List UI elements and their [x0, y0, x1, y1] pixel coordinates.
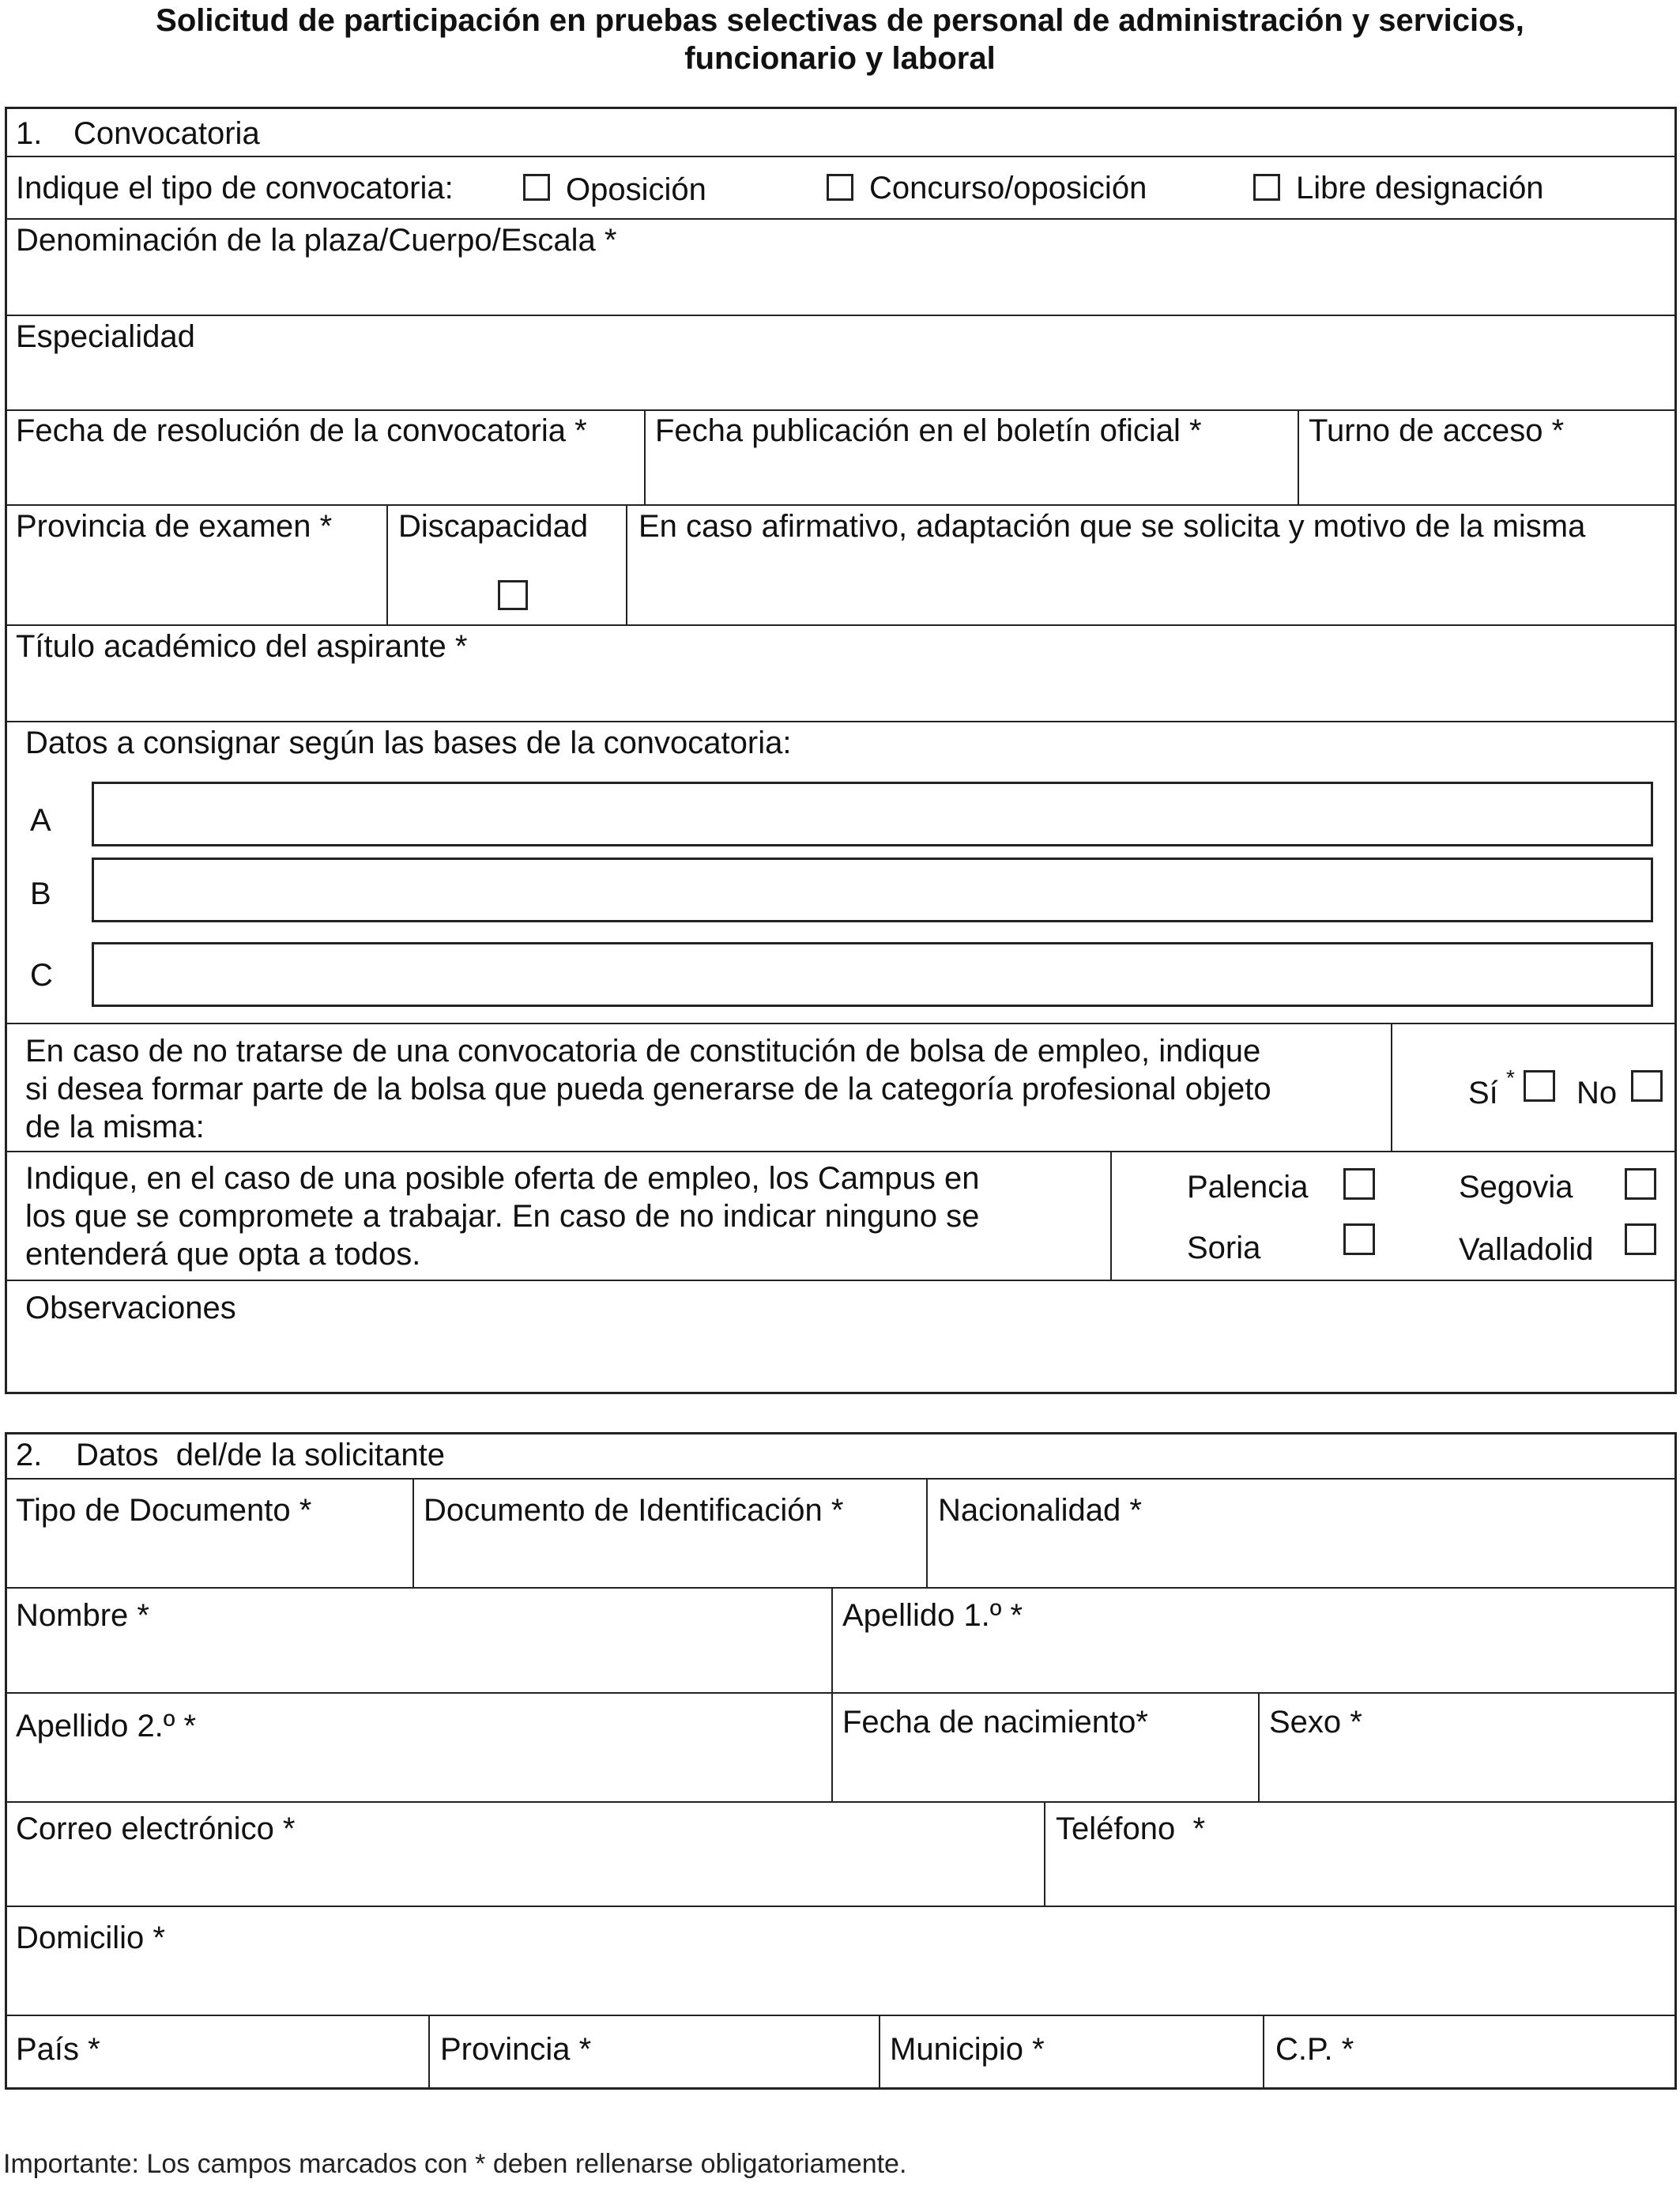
campus-text-line3: entenderá que opta a todos. [25, 1237, 421, 1272]
nombre-label: Nombre * [16, 1598, 149, 1633]
bolsa-si-required-mark: * [1506, 1065, 1515, 1090]
campus-soria-label: Soria [1187, 1231, 1261, 1265]
campus-text-line1: Indique, en el caso de una posible oferta de empleo, los Campus en [25, 1161, 980, 1196]
bolsa-no-label: No [1576, 1076, 1618, 1110]
campus-palencia-label: Palencia [1187, 1170, 1309, 1204]
sexo-field[interactable] [1263, 1747, 1674, 1797]
campus-text-line2: los que se compromete a trabajar. En caso de no indicar ninguno se [25, 1199, 980, 1234]
bolsa-si-label: Sí [1468, 1076, 1498, 1110]
datos-row-b-label: B [30, 876, 51, 911]
discapacidad-checkbox[interactable] [498, 580, 528, 610]
section1-heading: Convocatoria [73, 116, 260, 151]
campus-segovia-checkbox[interactable] [1625, 1168, 1656, 1200]
apellido1-label: Apellido 1.º * [842, 1598, 1023, 1633]
form-title-line2: funcionario y laboral [684, 41, 996, 76]
nacionalidad-label: Nacionalidad * [938, 1493, 1142, 1528]
bolsa-no-checkbox[interactable] [1631, 1070, 1663, 1102]
adaptacion-label: En caso afirmativo, adaptación que se solicita y motivo de la misma [638, 509, 1586, 544]
adaptacion-field[interactable] [631, 553, 1672, 620]
provincia-field[interactable] [433, 2064, 876, 2087]
footnote-mandatory-fields: Importante: Los campos marcados con * deben rellenarse obligatoriamente. [3, 2149, 907, 2179]
campus-valladolid-label: Valladolid [1459, 1232, 1594, 1267]
campus-soria-checkbox[interactable] [1343, 1223, 1375, 1255]
titulo-academico-field[interactable] [8, 669, 1667, 718]
correo-label: Correo electrónico * [16, 1811, 296, 1846]
pais-field[interactable] [8, 2064, 425, 2087]
domicilio-field[interactable] [8, 1960, 1674, 2011]
datos-row-c-label: C [30, 958, 53, 993]
tipo-documento-field[interactable] [8, 1533, 409, 1584]
fecha-resolucion-field[interactable] [8, 452, 640, 501]
datos-row-a-field[interactable] [92, 782, 1653, 846]
section2-heading: Datos del/de la solicitante [76, 1438, 445, 1472]
fecha-nacimiento-field[interactable] [836, 1747, 1255, 1797]
datos-row-b-field[interactable] [92, 858, 1653, 922]
fecha-resolucion-label: Fecha de resolución de la convocatoria * [16, 413, 587, 448]
campus-segovia-label: Segovia [1459, 1170, 1573, 1204]
datos-bases-label: Datos a consignar según las bases de la convocatoria: [25, 726, 792, 760]
sexo-label: Sexo * [1269, 1705, 1362, 1740]
provincia-examen-label: Provincia de examen * [16, 509, 333, 544]
libre-designacion-label: Libre designación [1296, 171, 1544, 205]
bolsa-si-checkbox[interactable] [1524, 1070, 1555, 1102]
form-title-line1: Solicitud de participación en pruebas selectivas de personal de administración y servicios, [156, 3, 1524, 38]
observaciones-label: Observaciones [25, 1291, 236, 1325]
form-title [0, 2, 1680, 77]
cp-field[interactable] [1268, 2064, 1674, 2087]
fecha-publicacion-label: Fecha publicación en el boletín oficial * [655, 413, 1202, 448]
datos-row-c-field[interactable] [92, 942, 1653, 1007]
especialidad-label: Especialidad [16, 319, 195, 354]
documento-identificacion-field[interactable] [417, 1533, 923, 1584]
apellido2-label: Apellido 2.º * [16, 1709, 197, 1744]
bolsa-text-line2: si desea formar parte de la bolsa que pueda generarse de la categoría profesional objeto [25, 1072, 1271, 1106]
correo-field[interactable] [8, 1851, 1040, 1902]
turno-acceso-field[interactable] [1302, 452, 1674, 501]
telefono-field[interactable] [1049, 1851, 1674, 1902]
documento-identificacion-label: Documento de Identificación * [424, 1493, 844, 1528]
denominacion-label: Denominación de la plaza/Cuerpo/Escala * [16, 223, 617, 258]
oposicion-checkbox[interactable] [523, 174, 550, 201]
tipo-convocatoria-label: Indique el tipo de convocatoria: [16, 171, 454, 205]
concurso-oposicion-checkbox[interactable] [827, 174, 853, 201]
section1-number: 1. [16, 116, 43, 151]
bolsa-text-line1: En caso de no tratarse de una convocatoria de constitución de bolsa de empleo, indique [25, 1034, 1261, 1069]
turno-acceso-label: Turno de acceso * [1309, 413, 1565, 448]
campus-palencia-checkbox[interactable] [1343, 1168, 1375, 1200]
fecha-nacimiento-label: Fecha de nacimiento* [842, 1705, 1148, 1740]
municipio-label: Municipio * [890, 2032, 1045, 2067]
section2-number: 2. [16, 1438, 43, 1472]
provincia-label: Provincia * [440, 2032, 592, 2067]
pais-label: País * [16, 2032, 100, 2067]
tipo-documento-label: Tipo de Documento * [16, 1493, 312, 1528]
observaciones-field[interactable] [8, 1331, 1667, 1389]
discapacidad-label: Discapacidad [398, 509, 589, 544]
campus-valladolid-checkbox[interactable] [1625, 1223, 1656, 1255]
municipio-field[interactable] [883, 2064, 1260, 2087]
especialidad-field[interactable] [8, 357, 1667, 406]
oposicion-label: Oposición [566, 172, 706, 207]
cp-label: C.P. * [1275, 2032, 1354, 2067]
datos-row-a-label: A [30, 803, 51, 838]
provincia-examen-field[interactable] [8, 553, 382, 620]
fecha-publicacion-field[interactable] [648, 452, 1294, 501]
telefono-label: Teléfono * [1056, 1811, 1206, 1846]
apellido1-field[interactable] [836, 1638, 1674, 1688]
nombre-field[interactable] [8, 1638, 828, 1688]
libre-designacion-checkbox[interactable] [1253, 174, 1280, 201]
domicilio-label: Domicilio * [16, 1921, 165, 1955]
apellido2-field[interactable] [8, 1747, 828, 1797]
concurso-oposicion-label: Concurso/oposición [869, 171, 1147, 205]
denominacion-field[interactable] [8, 261, 1667, 310]
titulo-academico-label: Título académico del aspirante * [16, 629, 468, 664]
bolsa-text-line3: de la misma: [25, 1110, 205, 1144]
nacionalidad-field[interactable] [931, 1533, 1674, 1584]
